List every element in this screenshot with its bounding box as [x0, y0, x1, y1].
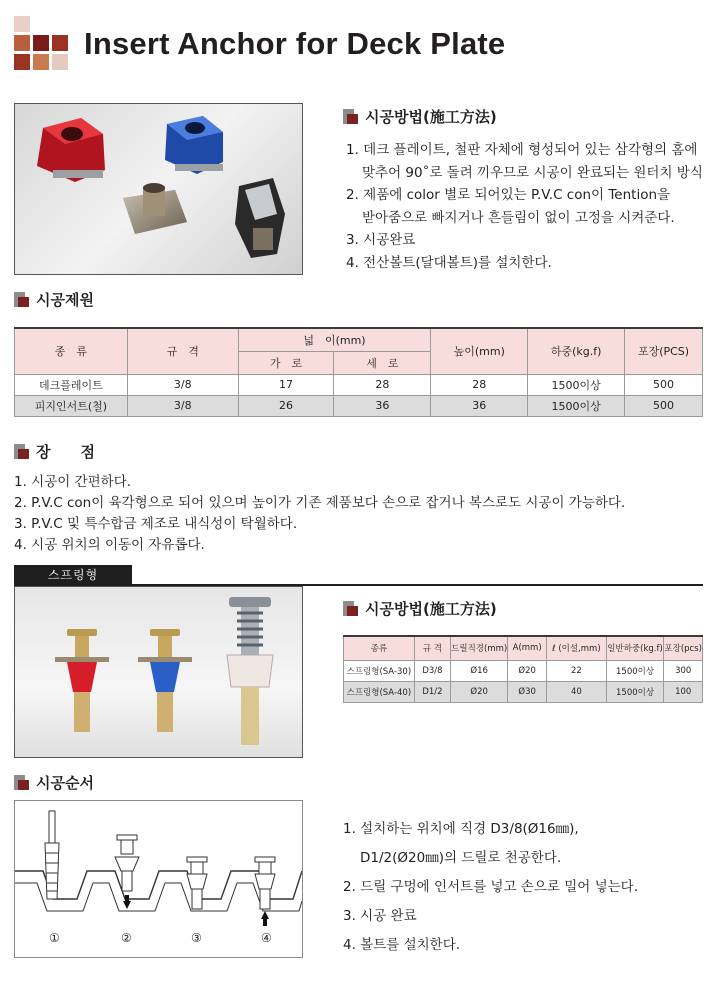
- advantage-item: 1. 시공이 간편하다.: [14, 474, 132, 490]
- logo-square: [52, 54, 68, 70]
- col-header: 종류: [344, 636, 415, 660]
- install-step: 2. 제품에 color 별로 되어있는 P.V.C con이 Tention을: [346, 187, 671, 203]
- page-title: Insert Anchor for Deck Plate: [84, 26, 506, 61]
- section-bullet-icon: [14, 292, 29, 307]
- table-row: [344, 660, 703, 681]
- section-bullet-icon: [14, 444, 29, 459]
- install-method-heading: [343, 106, 497, 127]
- table-cell: 1500이상: [528, 374, 625, 395]
- step-label: ③: [191, 931, 202, 945]
- logo-square: [14, 35, 30, 51]
- install-step: 1. 데크 플레이트, 철판 자체에 형성되어 있는 삼각형의 홈에: [346, 142, 698, 158]
- table-cell: Ø30: [508, 681, 547, 702]
- table-cell: 스프링형(SA-40): [344, 681, 415, 702]
- sequence-steps: [343, 815, 638, 960]
- step-label: ②: [121, 931, 132, 945]
- table-cell: 1500이상: [606, 660, 664, 681]
- step-label: ①: [49, 931, 60, 945]
- specs-title: 시공제원: [36, 291, 94, 309]
- col-header: 포장(pcs): [664, 636, 703, 660]
- sequence-step: 3. 시공 완료: [343, 908, 417, 924]
- install-step: 맞추어 90˚로 돌려 끼우므로 시공이 완료되는 원터치 방식: [362, 164, 703, 181]
- table-cell: 500: [625, 374, 703, 395]
- sequence-step: 2. 드릴 구멍에 인서트를 넣고 손으로 밀어 넣는다.: [343, 879, 638, 895]
- spring-method-title: 시공방법(施工方法): [365, 600, 497, 618]
- col-header-width-v: 세 로: [334, 351, 431, 374]
- blue-anchor-image: [165, 116, 223, 174]
- col-header: ℓ (이설,mm): [547, 636, 607, 660]
- red-anchor-image: [37, 118, 105, 182]
- insert-step4-image: [255, 857, 275, 926]
- table-cell: 1500이상: [528, 395, 625, 416]
- table-cell: Ø20: [451, 681, 508, 702]
- logo-square: [52, 35, 68, 51]
- table-cell: Ø20: [508, 660, 547, 681]
- table-cell: 데크플레이트: [15, 374, 128, 395]
- insert-step2-image: [115, 835, 139, 909]
- spring-spec-table: [343, 635, 703, 703]
- spring-anchor-large-image: [227, 597, 273, 745]
- steel-insert-image: [123, 183, 187, 234]
- specs-heading: [14, 289, 94, 310]
- spring-anchor-red-image: [55, 629, 109, 732]
- table-cell: 28: [431, 374, 528, 395]
- table-row: [344, 681, 703, 702]
- col-header: A(mm): [508, 636, 547, 660]
- logo-square: [14, 16, 30, 32]
- table-cell: 3/8: [127, 395, 238, 416]
- col-header-type: 종 류: [15, 328, 128, 374]
- logo-square: [33, 35, 49, 51]
- logo-square: [33, 54, 49, 70]
- spring-type-tab: 스프링형: [14, 565, 132, 585]
- table-cell: 300: [664, 660, 703, 681]
- table-cell: 40: [547, 681, 607, 702]
- col-header-load: 하중(kg.f): [528, 328, 625, 374]
- table-cell: 36: [334, 395, 431, 416]
- table-cell: D1/2: [414, 681, 450, 702]
- brand-logo: [14, 16, 70, 72]
- install-method-title: 시공방법(施工方法): [365, 108, 497, 126]
- product-photo-spring-anchors: [14, 586, 303, 758]
- col-header-width: 넓 이(mm): [238, 328, 431, 351]
- col-header: 규 격: [414, 636, 450, 660]
- spring-anchor-blue-image: [138, 629, 192, 732]
- insert-step3-image: [187, 857, 207, 909]
- col-header: 드릴직경(mm): [451, 636, 508, 660]
- advantages-list: [14, 472, 625, 556]
- advantage-item: 2. P.V.C con이 육각형으로 되어 있으며 높이가 기존 제품보다 손으로 잡거나 복스로도 시공이 가능하다.: [14, 495, 626, 511]
- specs-table: [14, 327, 703, 417]
- table-cell: 3/8: [127, 374, 238, 395]
- table-cell: 1500이상: [606, 681, 664, 702]
- drill-bit-image: [45, 811, 59, 899]
- table-cell: 28: [334, 374, 431, 395]
- sequence-diagram: [14, 800, 303, 958]
- section-bullet-icon: [343, 109, 358, 124]
- table-cell: 17: [238, 374, 334, 395]
- table-cell: 스프링형(SA-30): [344, 660, 415, 681]
- section-bullet-icon: [14, 775, 29, 790]
- table-row: [15, 395, 703, 416]
- logo-square: [14, 54, 30, 70]
- table-cell: 100: [664, 681, 703, 702]
- advantage-item: 4. 시공 위치의 이동이 자유롭다.: [14, 537, 205, 553]
- col-header-pack: 포장(PCS): [625, 328, 703, 374]
- col-header-size: 규 격: [127, 328, 238, 374]
- sequence-step: 1. 설치하는 위치에 직경 D3/8(Ø16㎜),: [343, 821, 579, 837]
- col-header-width-h: 가 로: [238, 351, 334, 374]
- advantages-title: 장 점: [36, 443, 95, 461]
- sequence-step: 4. 볼트를 설치한다.: [343, 937, 461, 953]
- table-cell: 36: [431, 395, 528, 416]
- col-header-height: 높이(mm): [431, 328, 528, 374]
- table-cell: Ø16: [451, 660, 508, 681]
- install-step: 3. 시공완료: [346, 232, 416, 248]
- chrome-insert-image: [235, 178, 285, 258]
- product-photo-deck-anchors: [14, 103, 303, 275]
- install-step: 4. 전산볼트(달대볼트)를 설치한다.: [346, 254, 552, 271]
- table-cell: 22: [547, 660, 607, 681]
- advantages-heading: [14, 441, 95, 462]
- table-cell: D3/8: [414, 660, 450, 681]
- spring-method-heading: [343, 598, 497, 619]
- table-cell: 500: [625, 395, 703, 416]
- table-cell: 피지인서트(철): [15, 395, 128, 416]
- table-row: [15, 374, 703, 395]
- advantage-item: 3. P.V.C 및 특수합금 제조로 내식성이 탁월하다.: [14, 516, 298, 532]
- sequence-heading: [14, 772, 94, 793]
- table-cell: 26: [238, 395, 334, 416]
- install-step: 받아줌으로 빠지거나 흔들림이 없이 고정을 시켜준다.: [362, 209, 675, 226]
- col-header: 일반하중(kg.f): [606, 636, 664, 660]
- section-bullet-icon: [343, 601, 358, 616]
- sequence-step: D1/2(Ø20㎜)의 드릴로 천공한다.: [360, 850, 562, 866]
- step-label: ④: [261, 931, 272, 945]
- sequence-title: 시공순서: [36, 774, 94, 792]
- install-method-steps: [346, 139, 703, 274]
